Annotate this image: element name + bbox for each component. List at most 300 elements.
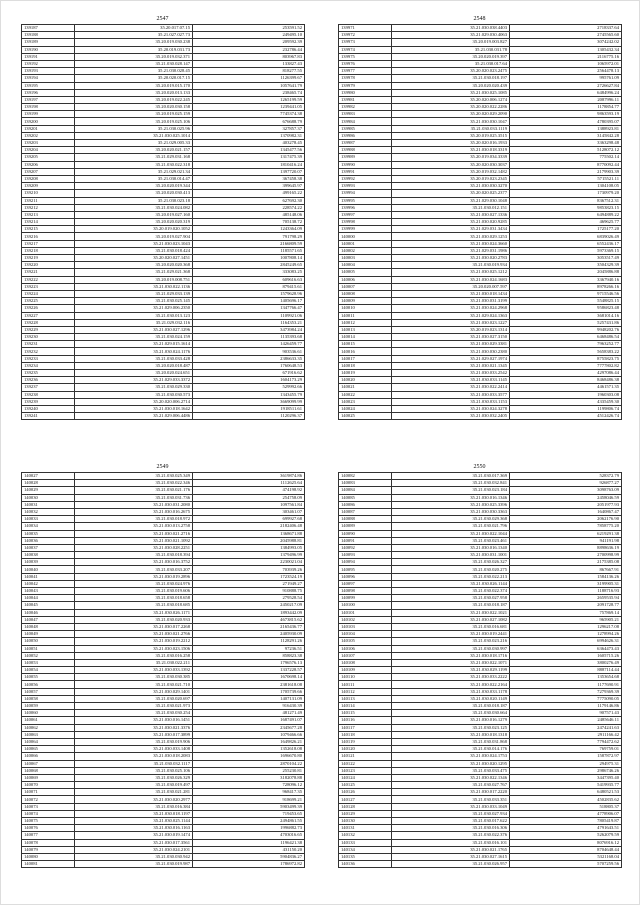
table-row [22, 738, 305, 745]
parcel-code-cell: 35.20.020.021.157 [75, 147, 193, 154]
table-row [22, 774, 305, 781]
amount-cell: 5419935.77 [510, 782, 622, 789]
table-row [339, 204, 622, 211]
amount-cell: 2659535.94 [510, 595, 622, 602]
table-row [339, 731, 622, 738]
amount-cell: 7775090.05 [510, 695, 622, 702]
table-row [339, 60, 622, 67]
amount-cell: 4335459.30 [510, 398, 622, 405]
parcel-code-cell: 35.20.020.016.1933 [392, 140, 510, 147]
parcel-code-cell: 35.21.030.022.1136 [75, 283, 193, 290]
parcel-code-cell: 35.21.030.020.1149 [392, 695, 510, 702]
row-id-cell: 140118 [339, 731, 392, 738]
parcel-code-cell: 35.21.029.032.116 [75, 319, 193, 326]
table-row [22, 290, 305, 297]
parcel-code-cell: 35.21.030.023.125 [392, 724, 510, 731]
table-row [22, 140, 305, 147]
parcel-code-cell: 35.21.030.027.1296 [75, 326, 193, 333]
table-row [22, 652, 305, 659]
row-id-cell: 139220 [22, 262, 75, 269]
parcel-code-cell: 35.21.030.027.767 [392, 782, 510, 789]
parcel-code-cell: 35.21.030.018.1318 [392, 731, 510, 738]
row-id-cell: 139211 [22, 197, 75, 204]
parcel-code-cell: 35.21.030.018.3319 [392, 147, 510, 154]
row-id-cell: 139230 [22, 334, 75, 341]
row-id-cell: 140124 [339, 774, 392, 781]
amount-cell: 627692.30 [193, 197, 305, 204]
amount-cell: 6468486.54 [510, 334, 622, 341]
amount-cell: 7777802.82 [510, 362, 622, 369]
row-id-cell: 140053 [22, 659, 75, 666]
row-id-cell: 140114 [339, 703, 392, 710]
amount-cell: 1097561.84 [193, 501, 305, 508]
parcel-code-cell: 35.21.030.031.78 [392, 46, 510, 53]
row-id-cell: 139995 [339, 197, 392, 204]
amount-cell: 3074242.02 [510, 39, 622, 46]
parcel-code-cell: 35.21.030.022.2414 [392, 384, 510, 391]
table-row [339, 494, 622, 501]
parcel-code-cell: 35.21.030.026.327 [392, 559, 510, 566]
row-id-cell: 140125 [339, 782, 392, 789]
parcel-code-cell: 35.21.030.021.3376 [75, 724, 193, 731]
row-id-cell: 140072 [22, 796, 75, 803]
amount-cell: 279528.54 [193, 595, 305, 602]
parcel-code-cell: 35.21.030.020.1295 [392, 760, 510, 767]
amount-cell: 474198.92 [193, 487, 305, 494]
row-id-cell: 139218 [22, 247, 75, 254]
row-id-cell: 140073 [22, 803, 75, 810]
row-id-cell: 140068 [22, 767, 75, 774]
amount-cell: 3145842.28 [510, 132, 622, 139]
row-id-cell: 139983 [339, 111, 392, 118]
parcel-code-cell: 35.21.030.025.1212 [392, 269, 510, 276]
row-id-cell: 139238 [22, 391, 75, 398]
row-id-cell: 139974 [339, 46, 392, 53]
table-row [339, 290, 622, 297]
table-row [339, 211, 622, 218]
amount-cell: 2045988.81 [193, 537, 305, 544]
table-row [339, 262, 622, 269]
row-id-cell: 140061 [22, 717, 75, 724]
table-row [339, 104, 622, 111]
amount-cell: 1640867.47 [510, 508, 622, 515]
table-row [22, 853, 305, 860]
table-row [22, 413, 305, 420]
parcel-code-cell: 35.21.030.030.3363 [392, 508, 510, 515]
table-row [22, 480, 305, 487]
amount-cell: 8704648.44 [510, 846, 622, 853]
amount-cell: 6994626.31 [510, 638, 622, 645]
data-table [338, 472, 622, 868]
table-row [22, 659, 305, 666]
amount-cell: 1337228.57 [193, 667, 305, 674]
row-id-cell: 140056 [22, 681, 75, 688]
table-row [339, 355, 622, 362]
row-id-cell: 140096 [339, 573, 392, 580]
row-id-cell: 140089 [339, 523, 392, 530]
amount-cell: 271949.27 [193, 580, 305, 587]
row-id-cell: 139197 [22, 96, 75, 103]
table-row [22, 602, 305, 609]
table-row [22, 341, 305, 348]
row-id-cell: 140136 [339, 861, 392, 868]
row-id-cell: 140076 [22, 825, 75, 832]
parcel-code-cell: 35.21.030.022.346 [75, 480, 193, 487]
row-id-cell: 139206 [22, 161, 75, 168]
parcel-code-cell: 35.21.030.030.573 [75, 391, 193, 398]
row-id-cell: 140115 [339, 710, 392, 717]
table-row [22, 89, 305, 96]
table-row [22, 276, 305, 283]
row-id-cell: 139203 [22, 140, 75, 147]
parcel-code-cell: 35.21.030.024.976 [75, 580, 193, 587]
row-id-cell: 139989 [339, 154, 392, 161]
amount-cell: 1605715.26 [510, 652, 622, 659]
table-row [22, 609, 305, 616]
table-row [339, 645, 622, 652]
table-row [22, 226, 305, 233]
row-id-cell: 140027 [22, 473, 75, 480]
parcel-code-cell: 35.21.030.022.1021 [392, 609, 510, 616]
amount-cell: 3199905.31 [510, 580, 622, 587]
amount-cell: 3800276.49 [510, 659, 622, 666]
amount-cell: 4780395.07 [510, 118, 622, 125]
amount-cell: 4791643.51 [510, 825, 622, 832]
table-row [339, 631, 622, 638]
table-row [339, 132, 622, 139]
amount-cell: 97236.51 [193, 645, 305, 652]
amount-cell: 1579628.96 [193, 290, 305, 297]
table-row [339, 183, 622, 190]
table-row [339, 125, 622, 132]
table-row [22, 703, 305, 710]
table-row [339, 334, 622, 341]
row-id-cell: 140083 [339, 480, 392, 487]
table-row [22, 796, 305, 803]
row-id-cell: 140085 [339, 494, 392, 501]
row-id-cell: 140088 [339, 516, 392, 523]
row-id-cell: 139222 [22, 276, 75, 283]
parcel-code-cell: 35.21.030.033.1049 [392, 803, 510, 810]
amount-cell: 4297086.44 [510, 370, 622, 377]
table-row [22, 810, 305, 817]
parcel-code-cell: 35.21.030.018.187 [392, 602, 510, 609]
row-id-cell: 139996 [339, 204, 392, 211]
parcel-code-cell: 35.21.030.019.987 [75, 861, 193, 868]
table-row [22, 803, 305, 810]
parcel-code-cell: 35.21.030.017.622 [392, 818, 510, 825]
amount-cell: 703939.26 [193, 566, 305, 573]
row-id-cell: 140057 [22, 688, 75, 695]
parcel-code-cell: 35.21.030.025.1144 [75, 818, 193, 825]
table-row [22, 695, 305, 702]
row-id-cell: 139973 [339, 39, 392, 46]
amount-cell: 294975.31 [510, 760, 622, 767]
row-id-cell: 140123 [339, 767, 392, 774]
parcel-code-cell: 35.21.030.021.1345 [392, 362, 510, 369]
amount-cell: 3473984.24 [193, 326, 305, 333]
amount-cell: 3053517.49 [510, 255, 622, 262]
amount-cell: 8468486.38 [510, 377, 622, 384]
parcel-code-cell: 35.21.030.018.685 [75, 602, 193, 609]
amount-cell: 4461571.35 [510, 384, 622, 391]
parcel-code-cell: 35.20.019.034.3339 [392, 154, 510, 161]
table-row [22, 39, 305, 46]
amount-cell: 818277.55 [193, 68, 305, 75]
amount-cell: 6494889.22 [510, 211, 622, 218]
table-row [339, 695, 622, 702]
table-row [22, 710, 305, 717]
table-block-3 [21, 463, 304, 868]
row-id-cell: 140074 [22, 810, 75, 817]
table-row [339, 501, 622, 508]
amount-cell: 5904836.27 [193, 853, 305, 860]
table-row [339, 559, 622, 566]
row-id-cell: 140098 [339, 588, 392, 595]
row-id-cell: 139977 [339, 68, 392, 75]
amount-cell: 5257431.86 [510, 319, 622, 326]
amount-cell: 4673815.62 [193, 616, 305, 623]
row-id-cell: 140097 [339, 580, 392, 587]
parcel-code-cell: 35.20.020.030.158 [75, 104, 193, 111]
parcel-code-cell: 35.21.030.030.385 [75, 674, 193, 681]
row-id-cell: 140021 [339, 384, 392, 391]
parcel-code-cell: 35.21.030.029.330 [75, 384, 193, 391]
row-id-cell: 140091 [339, 537, 392, 544]
parcel-code-cell: 35.20.019.027.160 [75, 211, 193, 218]
amount-cell: 2870104.22 [193, 760, 305, 767]
table-row [339, 53, 622, 60]
parcel-code-cell: 35.21.030.025.96 [75, 125, 193, 132]
parcel-code-cell: 35.21.030.029.1199 [392, 667, 510, 674]
row-id-cell: 139984 [339, 118, 392, 125]
parcel-code-cell: 35.21.030.033.351 [392, 796, 510, 803]
row-id-cell: 140051 [22, 645, 75, 652]
parcel-code-cell: 35.21.030.033.2222 [392, 674, 510, 681]
table-row [339, 767, 622, 774]
parcel-code-cell: 35.20.020.023.2475 [392, 68, 510, 75]
parcel-code-cell: 35.21.030.026.329 [75, 774, 193, 781]
amount-cell: 1584136.26 [510, 573, 622, 580]
row-id-cell: 140006 [339, 276, 392, 283]
parcel-code-cell: 35.21.030.020.275 [392, 566, 510, 573]
row-id-cell: 139192 [22, 60, 75, 67]
row-id-cell: 140020 [339, 377, 392, 384]
parcel-code-cell: 35.20.020.030.3037 [392, 161, 510, 168]
table-row [22, 82, 305, 89]
row-id-cell: 140069 [22, 774, 75, 781]
table-row [22, 782, 305, 789]
parcel-code-cell: 35.21.030.033.1408 [75, 746, 193, 753]
row-id-cell: 139235 [22, 370, 75, 377]
amount-cell: 8887114.44 [510, 667, 622, 674]
row-id-cell: 140029 [22, 487, 75, 494]
row-id-cell: 140102 [339, 616, 392, 623]
amount-cell: 757869.14 [510, 609, 622, 616]
amount-cell: 1760648.53 [193, 362, 305, 369]
amount-cell: 5548825.15 [510, 298, 622, 305]
table-row [22, 846, 305, 853]
row-id-cell: 140040 [22, 566, 75, 573]
row-id-cell: 140003 [339, 255, 392, 262]
table-row [22, 487, 305, 494]
amount-cell: 1723524.19 [193, 573, 305, 580]
row-id-cell: 139994 [339, 190, 392, 197]
amount-cell: 3098763.09 [510, 487, 622, 494]
table-row [339, 255, 622, 262]
table-row [339, 717, 622, 724]
parcel-code-cell: 35.21.030.019.906 [75, 738, 193, 745]
parcel-code-cell: 35.21.030.023.1227 [392, 319, 510, 326]
row-id-cell: 140018 [339, 362, 392, 369]
row-id-cell: 140016 [339, 348, 392, 355]
parcel-code-cell: 35.20.019.025.159 [75, 111, 193, 118]
table-row [339, 638, 622, 645]
row-id-cell: 139990 [339, 161, 392, 168]
amount-cell: 1353654.68 [510, 674, 622, 681]
table-row [22, 362, 305, 369]
row-id-cell: 140022 [339, 391, 392, 398]
parcel-code-cell: 35.21.030.032.1117 [75, 760, 193, 767]
parcel-code-cell: 35.21.030.016.1346 [392, 494, 510, 501]
row-id-cell: 139216 [22, 233, 75, 240]
table-row [339, 96, 622, 103]
table-row [22, 508, 305, 515]
row-id-cell: 139202 [22, 132, 75, 139]
table-row [339, 370, 622, 377]
amount-cell: 2405930.09 [193, 631, 305, 638]
amount-cell: 3681014.16 [510, 312, 622, 319]
table-row [22, 731, 305, 738]
table-row [339, 846, 622, 853]
amount-cell: 1893442.09 [193, 609, 305, 616]
table-row [22, 753, 305, 760]
parcel-code-cell: 35.21.030.028.147 [75, 60, 193, 67]
parcel-code-cell: 35.21.030.023.1506 [75, 645, 193, 652]
table-row [22, 326, 305, 333]
table-row [22, 681, 305, 688]
row-id-cell: 139215 [22, 226, 75, 233]
parcel-code-cell: 35.20.020.017.15 [75, 75, 193, 82]
table-row [22, 473, 305, 480]
parcel-code-cell: 35.21.030.018.1642 [75, 405, 193, 412]
row-id-cell: 139217 [22, 240, 75, 247]
table-row [339, 398, 622, 405]
amount-cell: 4778906.07 [510, 810, 622, 817]
row-id-cell: 140132 [339, 832, 392, 839]
table-row [339, 89, 622, 96]
amount-cell: 1188716.93 [510, 588, 622, 595]
row-id-cell: 139239 [22, 398, 75, 405]
parcel-code-cell: 35.21.030.027.1615 [392, 853, 510, 860]
amount-cell: 1007808.14 [193, 255, 305, 262]
parcel-code-cell: 35.21.030.019.934 [392, 262, 510, 269]
row-id-cell: 140128 [339, 803, 392, 810]
amount-cell: 6839026.49 [510, 233, 622, 240]
parcel-code-cell: 35.21.029.024.1363 [392, 312, 510, 319]
row-id-cell: 140060 [22, 710, 75, 717]
table-row [22, 377, 305, 384]
parcel-code-cell: 35.21.029.005.33 [75, 140, 193, 147]
table-row [339, 75, 622, 82]
row-id-cell: 140070 [22, 782, 75, 789]
data-table [21, 472, 305, 868]
row-id-cell: 140033 [22, 516, 75, 523]
parcel-code-cell: 35.20.019.031.73 [75, 46, 193, 53]
row-id-cell: 140023 [339, 398, 392, 405]
row-id-cell: 139241 [22, 413, 75, 420]
table-row [339, 326, 622, 333]
amount-cell: 1368671.88 [193, 530, 305, 537]
row-id-cell: 139237 [22, 384, 75, 391]
row-id-cell: 139223 [22, 283, 75, 290]
row-id-cell: 140012 [339, 319, 392, 326]
parcel-code-cell: 35.21.029.015.1614 [75, 341, 193, 348]
parcel-code-cell: 35.21.030.033.1145 [392, 377, 510, 384]
table-row [339, 623, 622, 630]
row-id-cell: 140037 [22, 544, 75, 551]
table-row [22, 319, 305, 326]
parcel-code-cell: 35.21.030.016.1340 [392, 544, 510, 551]
table-row [22, 118, 305, 125]
row-id-cell: 140066 [22, 753, 75, 760]
row-id-cell: 139236 [22, 377, 75, 384]
amount-cell: 1705739.66 [193, 688, 305, 695]
amount-cell: 1109921.06 [193, 312, 305, 319]
table-row [339, 667, 622, 674]
amount-cell: 485148.06 [193, 211, 305, 218]
parcel-code-cell: 35.20.020.006.2714 [75, 398, 193, 405]
table-row [339, 710, 622, 717]
row-id-cell: 140044 [22, 595, 75, 602]
row-id-cell: 140080 [22, 853, 75, 860]
parcel-code-cell: 35.21.029.031.168 [75, 154, 193, 161]
row-id-cell: 139228 [22, 319, 75, 326]
parcel-code-cell: 35.21.030.029.1401 [75, 688, 193, 695]
parcel-code-cell: 35.21.030.023.18 [75, 197, 193, 204]
row-id-cell: 140079 [22, 846, 75, 853]
table-row [22, 197, 305, 204]
parcel-code-cell: 35.21.029.021.368 [75, 269, 193, 276]
amount-cell: 1379496.99 [193, 552, 305, 559]
table-row [22, 789, 305, 796]
amount-cell: 6364473.43 [510, 645, 622, 652]
table-row [339, 175, 622, 182]
parcel-code-cell: 35.21.030.033.475 [392, 767, 510, 774]
table-row [339, 674, 622, 681]
amount-cell: 528372.79 [510, 473, 622, 480]
amount-cell: 7745374.38 [193, 111, 305, 118]
row-id-cell: 140028 [22, 480, 75, 487]
row-id-cell: 140004 [339, 262, 392, 269]
table-row [339, 305, 622, 312]
row-id-cell: 140093 [339, 552, 392, 559]
table-row [22, 839, 305, 846]
parcel-code-cell: 35.21.030.018.187 [392, 703, 510, 710]
amount-cell: 1587872.97 [510, 753, 622, 760]
table-row [339, 140, 622, 147]
table-row [339, 746, 622, 753]
row-id-cell: 140108 [339, 659, 392, 666]
row-id-cell: 140101 [339, 609, 392, 616]
row-id-cell: 139986 [339, 132, 392, 139]
table-row [22, 334, 305, 341]
parcel-code-cell: 35.21.030.018.394 [75, 552, 193, 559]
table-row [22, 125, 305, 132]
table-row [22, 312, 305, 319]
parcel-code-cell: 35.21.030.022.1346 [392, 774, 510, 781]
table-row [22, 111, 305, 118]
